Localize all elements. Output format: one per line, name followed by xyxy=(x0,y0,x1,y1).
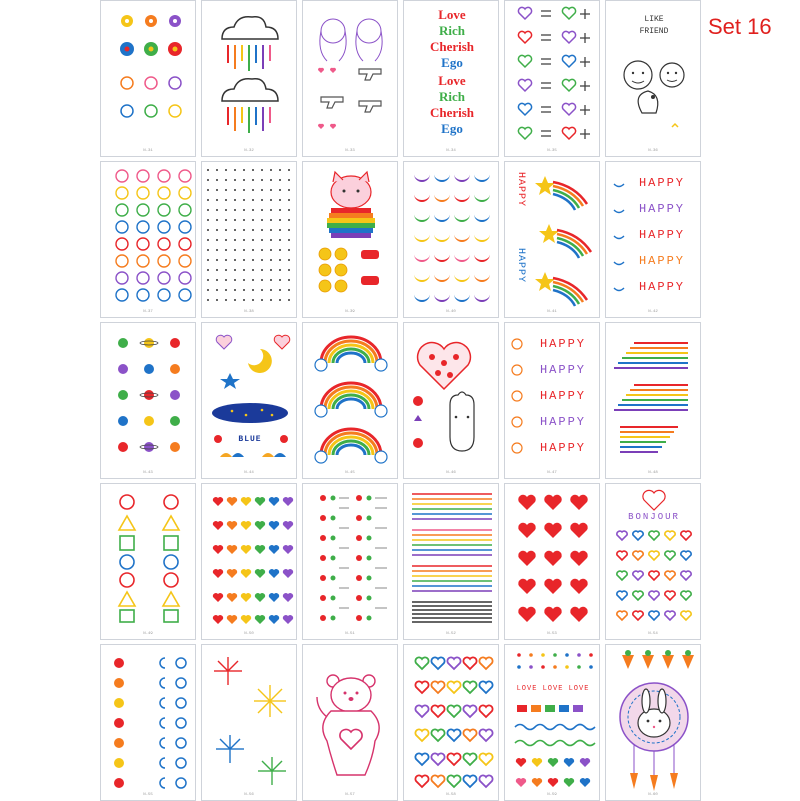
colored-hearts-art xyxy=(202,484,297,640)
tattoo-card-rainbows[interactable] xyxy=(302,322,398,479)
tattoo-card-shooting-stars[interactable] xyxy=(504,161,600,318)
tulip-icon xyxy=(414,415,422,421)
crescent-icon xyxy=(136,658,141,788)
happy-text: HAPPY xyxy=(539,389,586,403)
tattoo-card-shapes[interactable] xyxy=(100,483,196,640)
word-ego: Ego xyxy=(441,55,463,70)
shooting-star-art xyxy=(505,162,600,318)
set-label: Set 16 xyxy=(708,14,772,39)
wave-icon xyxy=(220,453,274,457)
heart-icon xyxy=(216,335,232,349)
love-mix-art xyxy=(505,645,600,801)
moon-icon xyxy=(248,349,272,373)
heart-alpaca-art xyxy=(404,323,499,479)
happy-text: HAPPY xyxy=(539,337,586,351)
happy-text: HAPPY xyxy=(638,176,685,190)
tattoo-card-red-hearts[interactable] xyxy=(504,483,600,640)
stripe-group xyxy=(614,343,688,452)
tattoo-card-strawberry-dots[interactable] xyxy=(302,483,398,640)
shape-outline-icon xyxy=(119,495,179,622)
cloud-rain-art xyxy=(202,1,297,157)
flowers-art xyxy=(101,1,196,157)
wave-line xyxy=(515,725,595,746)
heart-icon xyxy=(643,490,665,510)
heart-equation-art xyxy=(505,1,600,157)
tattoo-card-circles-moons[interactable] xyxy=(100,644,196,801)
tattoo-card-outline-hearts[interactable] xyxy=(403,644,499,801)
card-code: N-59 xyxy=(547,793,557,797)
word-love: Love xyxy=(438,73,466,88)
equation-marks xyxy=(541,9,590,139)
tattoo-card-heart-alpaca[interactable] xyxy=(403,322,499,479)
smiley-list xyxy=(505,323,600,479)
tattoo-card-happy-list[interactable] xyxy=(504,322,600,479)
firework-icon xyxy=(214,657,286,785)
heart-icon xyxy=(213,497,293,624)
moon-rainbow-art xyxy=(404,162,499,318)
cloud-night-icon xyxy=(212,403,288,423)
tattoo-card-happy-smile[interactable] xyxy=(605,161,701,318)
tattoo-card-rainbow-stripes[interactable] xyxy=(605,322,701,479)
tattoo-card-dots[interactable] xyxy=(201,161,297,318)
tattoo-card-love-mix[interactable] xyxy=(504,644,600,801)
card-code: N-44 xyxy=(244,471,254,475)
card-code: N-50 xyxy=(244,632,254,636)
stripe-lines-art xyxy=(404,484,499,640)
tattoo-sheet-grid xyxy=(100,0,700,800)
heart-outline-icon xyxy=(617,531,691,620)
card-code: N-55 xyxy=(143,793,153,797)
tattoo-card-planets[interactable] xyxy=(100,322,196,479)
rainbow-trail xyxy=(553,182,591,306)
card-code: N-32 xyxy=(244,149,254,153)
card-code: N-47 xyxy=(547,471,557,475)
emoji-icon xyxy=(319,248,347,292)
word-love: Love xyxy=(438,7,466,22)
happy-vertical-text: HAPPY xyxy=(515,248,526,284)
tattoo-card-colored-hearts[interactable] xyxy=(201,483,297,640)
smile-marks xyxy=(606,162,701,318)
alpaca-icon xyxy=(450,392,474,451)
tattoo-card-stripe-lines[interactable] xyxy=(403,483,499,640)
bear-icon xyxy=(317,675,379,775)
star-icon xyxy=(220,373,240,389)
rainbow-icon xyxy=(321,337,381,455)
smile-icon xyxy=(614,184,624,291)
outline-flower-icon xyxy=(121,77,181,117)
flag-icon xyxy=(517,705,583,712)
rainbow-stripes-art xyxy=(606,323,701,479)
rainbow-body xyxy=(327,208,375,238)
word-rich: Rich xyxy=(439,89,465,104)
dot-pattern xyxy=(206,168,294,303)
card-code: N-46 xyxy=(446,471,456,475)
word-cherish: Cherish xyxy=(429,39,475,54)
tattoo-card-girls[interactable] xyxy=(302,0,398,157)
happy-text: HAPPY xyxy=(539,363,586,377)
card-code: N-57 xyxy=(345,793,355,797)
card-code: N-41 xyxy=(547,310,557,314)
card-code: N-60 xyxy=(648,793,658,797)
tattoo-card-words[interactable] xyxy=(403,0,499,157)
tattoo-card-cat-emoji[interactable] xyxy=(302,161,398,318)
card-code: N-54 xyxy=(648,632,658,636)
word-rich: Rich xyxy=(439,23,465,38)
fireworks-art xyxy=(202,645,297,801)
card-code: N-39 xyxy=(345,310,355,314)
card-code: N-31 xyxy=(143,149,153,153)
tattoo-card-clouds[interactable] xyxy=(201,0,297,157)
red-hearts-art xyxy=(505,484,600,640)
dot-row xyxy=(517,653,593,669)
dreamcatcher-art xyxy=(606,645,701,801)
strawberry-icon xyxy=(361,250,379,285)
card-code: N-43 xyxy=(143,471,153,475)
carrot-leaf xyxy=(625,650,691,656)
planet-icon xyxy=(118,338,180,452)
bonjour-hearts-art xyxy=(606,484,701,640)
happy-text: HAPPY xyxy=(638,280,685,294)
tattoo-card-smileys[interactable] xyxy=(100,161,196,318)
smiley-grid-art xyxy=(101,162,196,318)
strawberry-dots-art xyxy=(303,484,398,640)
card-code: N-38 xyxy=(244,310,254,314)
wave-icon xyxy=(232,453,286,457)
friends-art xyxy=(606,1,701,157)
cat-emoji-art xyxy=(303,162,398,318)
card-code: N-51 xyxy=(345,632,355,636)
dot-grid-art xyxy=(202,162,297,318)
bonjour-text: BONJOUR xyxy=(628,512,680,522)
friend-text: FRIEND xyxy=(639,27,669,36)
tattoo-card-friends[interactable] xyxy=(605,0,701,157)
smiley-icon xyxy=(512,339,522,453)
girls-hearts-art xyxy=(303,1,398,157)
strawberry-icon xyxy=(320,495,372,621)
dot-icon xyxy=(114,658,124,788)
card-code: N-37 xyxy=(143,310,153,314)
card-code: N-40 xyxy=(446,310,456,314)
care-bear-art xyxy=(303,645,398,801)
love-love-text: LOVE LOVE LOVE xyxy=(516,685,590,693)
tattoo-card-moons[interactable] xyxy=(403,161,499,318)
card-code: N-45 xyxy=(345,471,355,475)
card-code: N-52 xyxy=(446,632,456,636)
circles-moons-art xyxy=(101,645,196,801)
tattoo-card-flowers[interactable] xyxy=(100,0,196,157)
card-code: N-34 xyxy=(446,149,456,153)
card-code: N-53 xyxy=(547,632,557,636)
happy-text: HAPPY xyxy=(539,441,586,455)
tattoo-card-dreamcatcher-rabbit[interactable] xyxy=(605,644,701,801)
tattoo-card-bonjour-hearts[interactable] xyxy=(605,483,701,640)
happy-vertical-text: HAPPY xyxy=(515,172,526,208)
star-icon xyxy=(535,176,559,291)
outline-hearts-art xyxy=(404,645,499,801)
heart-icon xyxy=(518,495,587,622)
tattoo-card-night-sky[interactable] xyxy=(201,322,297,479)
stripe-group xyxy=(412,494,492,622)
card-code: N-33 xyxy=(345,149,355,153)
tiny-text-marks xyxy=(339,498,387,608)
crescent-icon xyxy=(414,174,490,302)
happy-text: HAPPY xyxy=(638,228,685,242)
like-text: LIKE xyxy=(644,15,664,24)
heart-outline-icon xyxy=(415,657,492,787)
rainbows-art xyxy=(303,323,398,479)
night-sky-art xyxy=(202,323,297,479)
heart-icon xyxy=(518,7,575,139)
blue-text: BLUE xyxy=(238,435,262,444)
tattoo-card-care-bear[interactable] xyxy=(302,644,398,801)
happy-text: HAPPY xyxy=(638,202,685,216)
cat-icon xyxy=(331,172,371,208)
shapes-art xyxy=(101,484,196,640)
word-cherish: Cherish xyxy=(429,105,475,120)
card-code: N-58 xyxy=(446,793,456,797)
planets-art xyxy=(101,323,196,479)
pistol-icon xyxy=(321,69,381,112)
card-code: N-36 xyxy=(648,149,658,153)
word-ego: Ego xyxy=(441,121,463,136)
ring-icon xyxy=(160,658,186,788)
card-code: N-56 xyxy=(244,793,254,797)
tattoo-card-heart-equations[interactable] xyxy=(504,0,600,157)
cartoon-face-icon xyxy=(624,61,684,113)
happy-text: HAPPY xyxy=(539,415,586,429)
girl-icon xyxy=(320,19,382,61)
tattoo-card-fireworks[interactable] xyxy=(201,644,297,801)
bird-icon xyxy=(672,124,678,127)
happy-text: HAPPY xyxy=(638,254,685,268)
heart-icon xyxy=(516,758,590,787)
card-code: N-48 xyxy=(648,471,658,475)
heart-icon xyxy=(274,335,290,349)
flower-icon xyxy=(120,15,182,56)
card-code: N-42 xyxy=(648,310,658,314)
card-code: N-35 xyxy=(547,149,557,153)
card-code: N-49 xyxy=(143,632,153,636)
smiley-icon xyxy=(116,170,191,301)
